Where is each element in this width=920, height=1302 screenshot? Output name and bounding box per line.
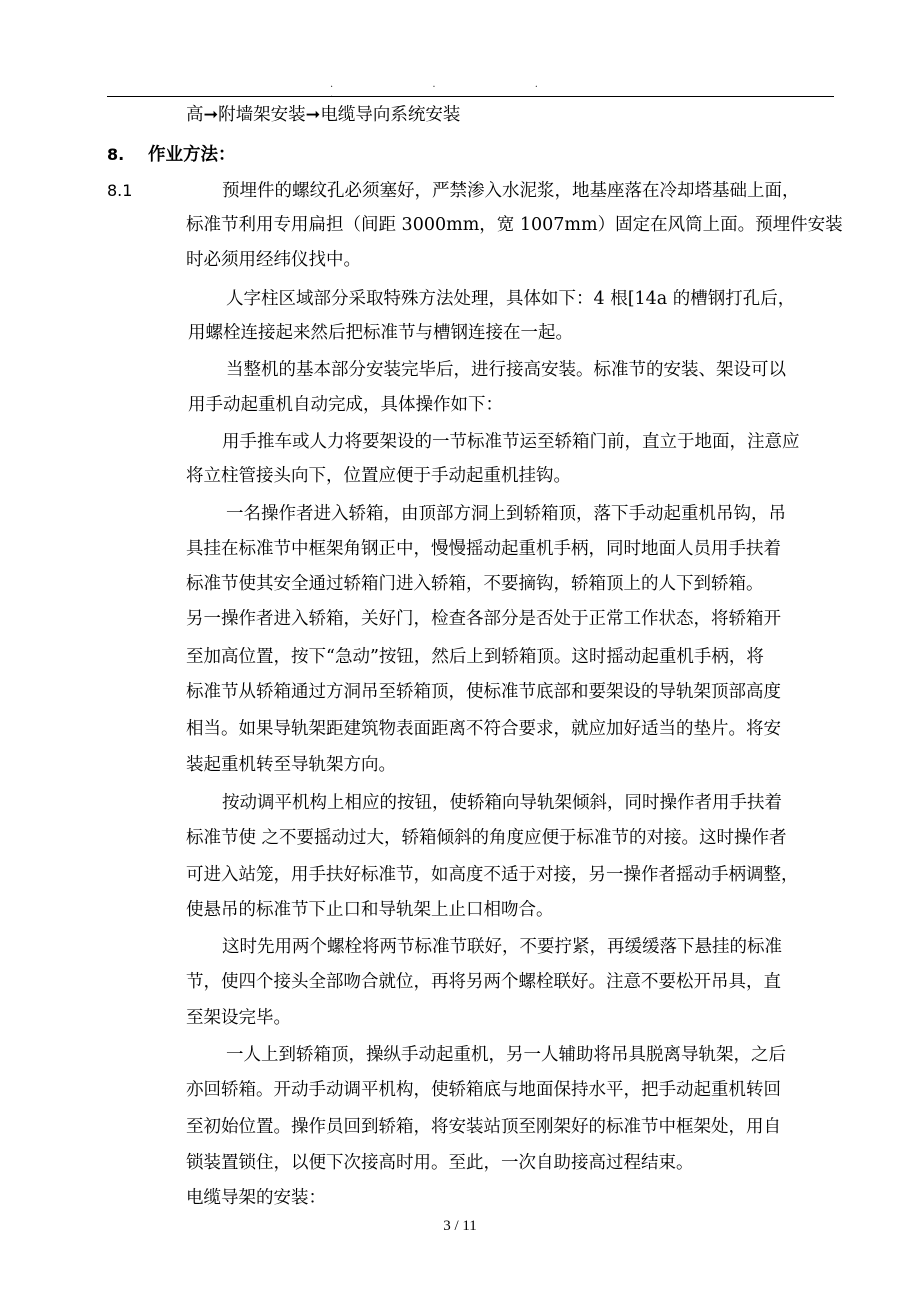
text-line: 这时先用两个螺栓将两节标准节联好，不要拧紧，再缓缓落下悬挂的标准: [222, 937, 782, 957]
text-line: 将立柱管接头向下，位置应便于手动起重机挂钩。: [186, 466, 571, 486]
text-line: 当整机的基本部分安装完毕后，进行接高安装。标准节的安装、架设可以: [226, 360, 786, 380]
text-line: 用手动起重机自动完成，具体操作如下：: [188, 395, 503, 415]
text-line: 装起重机转至导轨架方向。: [186, 755, 396, 775]
page-number: 3 / 11: [443, 1218, 477, 1234]
section-title: 作业方法：: [148, 145, 236, 165]
text-line: 可进入站笼，用手扶好标准节，如高度不适于对接，另一操作者摇动手柄调整，: [186, 865, 799, 885]
text-line: 标准节使 之不要摇动过大，轿箱倾斜的角度应便于标准节的对接。这时操作者: [186, 828, 787, 848]
text-line: 人字柱区域部分采取特殊方法处理，具体如下：4 根[14a 的槽钢打孔后，: [226, 289, 796, 309]
text-line: 标准节利用专用扁担（间距 3000mm，宽 1007mm）固定在风筒上面。预埋件安装: [186, 215, 843, 235]
subsection-number: 8.1: [107, 181, 133, 200]
text-line: 电缆导架的安装：: [186, 1188, 326, 1208]
text-line: 高➞附墙架安装➞电缆导向系统安装: [186, 105, 461, 125]
text-line: 用手推车或人力将要架设的一节标准节运至轿箱门前，直立于地面，注意应: [222, 432, 800, 452]
text-line: 时必须用经纬仪找中。: [186, 250, 361, 270]
text-line: 预埋件的螺纹孔必须塞好，严禁渗入水泥浆，地基座落在冷却塔基础上面，: [222, 181, 800, 201]
text-line: 至架设完毕。: [186, 1008, 291, 1028]
text-line: 一人上到轿箱顶，操纵手动起重机，另一人辅助将吊具脱离导轨架，之后: [226, 1045, 786, 1065]
text-line: 至加高位置，按下“急动”按钮，然后上到轿箱顶。这时摇动起重机手柄，将: [186, 647, 764, 667]
text-line: 亦回轿箱。开动手动调平机构，使轿箱底与地面保持水平，把手动起重机转回: [186, 1080, 781, 1100]
text-line: 使悬吊的标准节下止口和导轨架上止口相吻合。: [186, 900, 554, 920]
text-line: 节，使四个接头全部吻合就位，再将另两个螺栓联好。注意不要松开吊具，直: [186, 972, 781, 992]
text-line: 用螺栓连接起来然后把标准节与槽钢连接在一起。: [188, 323, 573, 343]
text-line: 另一操作者进入轿箱，关好门，检查各部分是否处于正常工作状态，将轿箱开: [186, 609, 781, 629]
text-line: 至初始位置。操作员回到轿箱，将安装站顶至刚架好的标准节中框架处，用自: [186, 1117, 781, 1137]
text-line: 具挂在标准节中框架角钢正中，慢慢摇动起重机手柄，同时地面人员用手扶着: [186, 539, 781, 559]
text-line: 锁装置锁住，以便下次接高时用。至此，一次自助接高过程结束。: [186, 1153, 694, 1173]
text-line: 按动调平机构上相应的按钮，使轿箱向导轨架倾斜，同时操作者用手扶着: [222, 793, 782, 813]
header-rule: [107, 96, 834, 97]
section-number: 8.: [107, 145, 125, 164]
text-line: 一名操作者进入轿箱，由顶部方洞上到轿箱顶，落下手动起重机吊钩，吊: [226, 504, 786, 524]
text-line: 相当。如果导轨架距建筑物表面距离不符合要求，就应加好适当的垫片。将安: [186, 719, 781, 739]
header-dots: . . . .: [330, 79, 586, 100]
text-line: 标准节从轿箱通过方洞吊至轿箱顶，使标准节底部和要架设的导轨架顶部高度: [186, 682, 781, 702]
text-line: 标准节使其安全通过轿箱门进入轿箱，不要摘钩，轿箱顶上的人下到轿箱。: [186, 574, 764, 594]
